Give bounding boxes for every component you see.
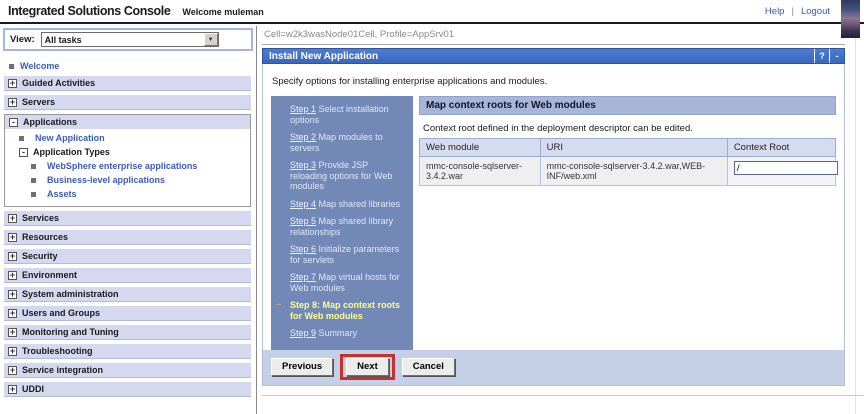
uri-cell: mmc-console-sqlserver-3.4.2.war,WEB-INF/web.xml [540, 157, 727, 186]
sidebar-item-label: Assets [47, 189, 77, 199]
sidebar-section-security[interactable] [4, 249, 251, 264]
sidebar-section-servers[interactable] [4, 95, 251, 110]
sidebar-item-label: Application Types [33, 147, 110, 157]
current-step-label: Step 8: Map context roots for Web modules [290, 300, 401, 321]
step-label: Initialize parameters for servlets [290, 244, 400, 265]
context-root-table [419, 138, 836, 186]
panel-help-button[interactable]: ? [814, 49, 829, 63]
dropdown-arrow-icon[interactable]: ▼ [204, 33, 218, 46]
step-label: Map shared library relationships [290, 216, 394, 237]
panel-title-buttons [814, 49, 844, 63]
step-link[interactable]: Step 2 [290, 132, 317, 142]
step-label: Map virtual hosts for Web modules [290, 272, 400, 293]
expand-icon[interactable]: + [9, 96, 16, 107]
context-root-cell [727, 157, 835, 186]
step-link[interactable]: Step 3 [290, 160, 317, 170]
step-label: Map shared libraries [318, 198, 401, 209]
view-filter-box [3, 28, 253, 51]
current-step-arrow-icon: → [273, 298, 283, 309]
link-separator: | [791, 5, 794, 17]
bullet-icon [31, 164, 36, 169]
sidebar-section-monitoring-and-tuning[interactable] [4, 325, 251, 340]
sidebar-group-applications [4, 114, 251, 207]
panel-intro-text: Specify options for installing enterprise applications and modules. [272, 76, 548, 87]
sidebar-group-children [5, 129, 250, 206]
view-select-value: All tasks [44, 34, 82, 45]
expand-icon[interactable]: + [9, 345, 16, 356]
wizard-steps [271, 96, 413, 350]
sidebar-item-business-level-applications[interactable] [5, 173, 250, 187]
sidebar-section-uddi[interactable] [4, 382, 251, 397]
expand-icon[interactable]: + [9, 250, 16, 261]
table-row [420, 157, 836, 186]
sidebar-nav [0, 58, 256, 397]
install-wizard [271, 96, 836, 350]
navigation-sidebar [0, 26, 257, 414]
expand-icon[interactable]: + [9, 231, 16, 242]
sidebar-item-label: New Application [35, 133, 105, 143]
bullet-icon [31, 178, 36, 183]
expand-icon[interactable]: + [9, 212, 16, 223]
step-section-title: Map context roots for Web modules [419, 96, 836, 115]
next-button[interactable]: Next [346, 358, 389, 376]
step-label: Provide JSP reloading options for Web modules [290, 160, 393, 191]
sidebar-section-troubleshooting[interactable] [4, 344, 251, 359]
column-header-context-root: Context Root [727, 139, 835, 157]
wizard-step-1[interactable] [280, 104, 407, 125]
sidebar-item-label: WebSphere enterprise applications [47, 161, 198, 171]
bullet-icon [9, 64, 14, 69]
sidebar-item-welcome[interactable] [4, 58, 251, 76]
breadcrumb: Cell=w2k3wasNode01Cell, Profile=AppSrv01 [262, 26, 845, 45]
websphere-banner-graphic [841, 0, 860, 38]
bottom-divider [262, 395, 864, 396]
wizard-step-2[interactable] [280, 132, 407, 153]
wizard-step-8[interactable] [273, 298, 407, 321]
step-link[interactable]: Step 4 [290, 198, 317, 209]
table-body [420, 157, 836, 186]
expand-icon[interactable]: + [9, 383, 16, 394]
sidebar-section-label: UDDI [22, 384, 44, 394]
expand-icon[interactable]: + [9, 326, 16, 337]
collapse-icon[interactable]: - [9, 118, 18, 127]
web-module-cell: mmc-console-sqlserver-3.4.2.war [420, 157, 541, 186]
sidebar-section-resources[interactable] [4, 230, 251, 245]
top-banner [0, 0, 864, 24]
sidebar-section-users-and-groups[interactable] [4, 306, 251, 321]
sidebar-item-label: Welcome [20, 61, 60, 71]
wizard-step-3[interactable] [280, 160, 407, 192]
sidebar-section-applications[interactable] [5, 115, 250, 129]
panel-title-bar [262, 48, 845, 64]
context-root-input[interactable] [734, 161, 838, 175]
sidebar-section-label: Resources [22, 232, 69, 242]
step-link[interactable]: Step 6 [290, 244, 317, 254]
sidebar-section-services[interactable] [4, 211, 251, 226]
sidebar-section-service-integration[interactable] [4, 363, 251, 378]
sidebar-section-label: Monitoring and Tuning [22, 327, 119, 337]
app-title: Integrated Solutions Console [8, 4, 171, 18]
wizard-step-4[interactable] [280, 199, 407, 210]
wizard-step-5[interactable] [280, 216, 407, 237]
welcome-user-label: Welcome muleman [182, 6, 264, 17]
panel-body [262, 64, 845, 386]
expand-icon[interactable]: + [9, 288, 16, 299]
table-header-row [420, 139, 836, 157]
wizard-buttons-bar [263, 350, 844, 385]
collapse-icon[interactable]: - [19, 148, 28, 157]
wizard-step-9[interactable] [280, 328, 407, 339]
column-header-uri: URI [540, 139, 727, 157]
annotation-highlight-box [340, 354, 395, 380]
expand-icon[interactable]: + [9, 269, 16, 280]
expand-icon[interactable]: + [9, 77, 16, 88]
view-label: View: [10, 34, 35, 45]
sidebar-section-environment[interactable] [4, 268, 251, 283]
step-section-description: Context root defined in the deployment descriptor can be edited. [423, 123, 693, 134]
expand-icon[interactable]: + [9, 307, 16, 318]
sidebar-section-label: Users and Groups [22, 308, 101, 318]
main-content [262, 26, 864, 414]
sidebar-section-label: Security [22, 251, 58, 261]
step-link[interactable]: Step 9 [290, 328, 317, 338]
sidebar-section-label: System administration [22, 289, 119, 299]
step-link[interactable]: Step 7 [290, 272, 317, 282]
view-select[interactable] [41, 32, 219, 47]
sidebar-section-label: Services [22, 213, 60, 223]
bullet-icon [19, 136, 24, 141]
step-label: Select installation options [290, 104, 389, 125]
wizard-step-content [419, 96, 836, 350]
install-new-application-panel [262, 48, 845, 386]
sidebar-section-system-administration[interactable] [4, 287, 251, 302]
sidebar-section-label: Servers [22, 97, 56, 107]
sidebar-item-assets[interactable] [5, 187, 250, 201]
sidebar-item-websphere-enterprise-applications[interactable] [5, 159, 250, 173]
step-label: Summary [318, 328, 358, 338]
sidebar-item-label: Business-level applications [47, 175, 166, 185]
logout-link[interactable]: Logout [800, 5, 830, 17]
panel-minimize-button[interactable]: - [829, 49, 844, 63]
sidebar-section-label: Service integration [22, 365, 104, 375]
column-header-web-module: Web module [420, 139, 541, 157]
sidebar-section-label: Troubleshooting [22, 346, 93, 356]
help-link[interactable]: Help [764, 5, 785, 17]
sidebar-section-label: Guided Activities [22, 78, 96, 88]
cancel-button[interactable]: Cancel [402, 358, 455, 376]
sidebar-section-guided-activities[interactable] [4, 76, 251, 91]
wizard-step-6[interactable] [280, 244, 407, 265]
bullet-icon [31, 192, 36, 197]
panel-title: Install New Application [269, 50, 379, 62]
previous-button[interactable]: Previous [271, 358, 333, 376]
sidebar-section-label: Applications [23, 117, 78, 127]
expand-icon[interactable]: + [9, 364, 16, 375]
step-link[interactable]: Step 1 [290, 104, 317, 114]
sidebar-section-label: Environment [22, 270, 78, 280]
sidebar-item-new-application[interactable] [5, 131, 250, 145]
wizard-step-7[interactable] [280, 272, 407, 293]
step-label: Map modules to servers [290, 132, 383, 153]
sidebar-item-application-types[interactable] [5, 145, 250, 159]
step-link[interactable]: Step 5 [290, 216, 317, 226]
